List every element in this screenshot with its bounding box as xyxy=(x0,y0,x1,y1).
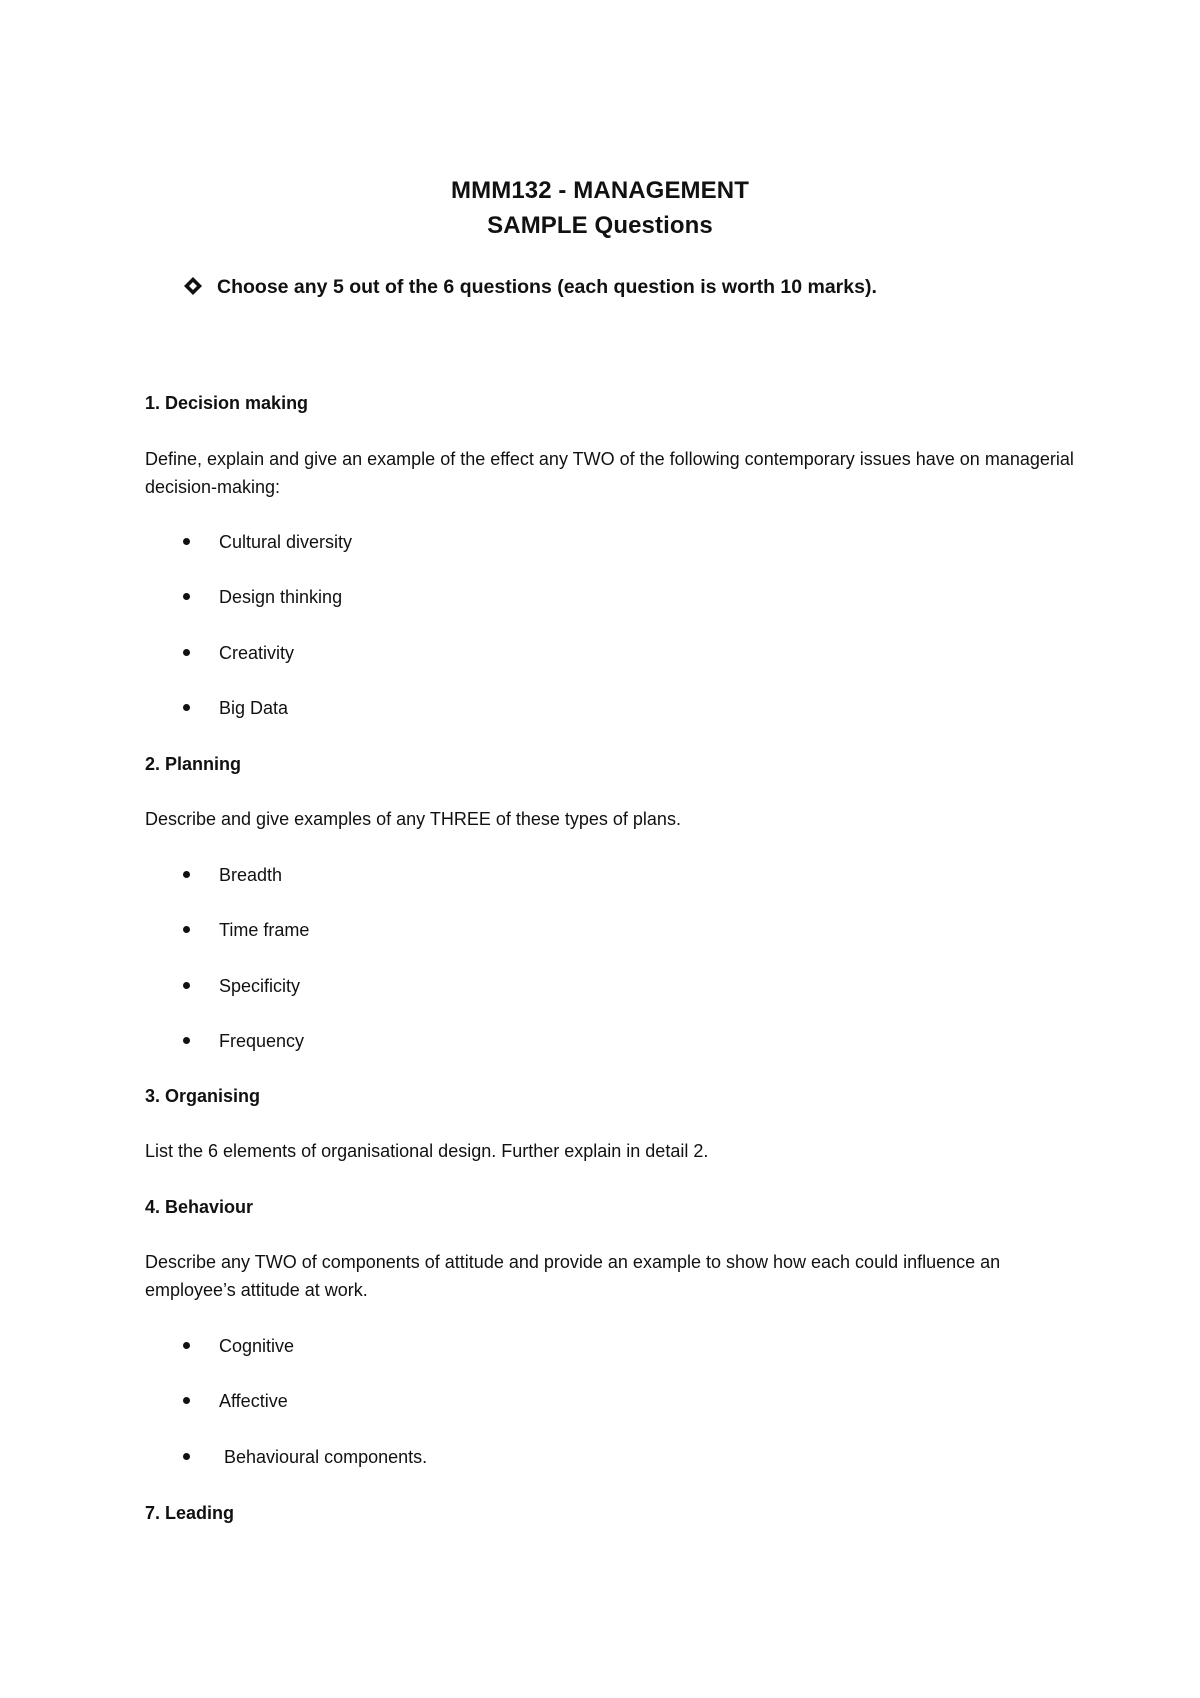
instruction xyxy=(183,274,877,300)
list-item: Design thinking xyxy=(183,585,342,609)
question-3-text: List the 6 elements of organisational design. Further explain in detail 2. xyxy=(145,1141,709,1161)
question-1-heading: 1. Decision making xyxy=(145,393,309,413)
round-bullet-icon xyxy=(183,593,190,600)
question-3-heading: 3. Organising xyxy=(145,1086,261,1106)
round-bullet-icon xyxy=(183,538,190,545)
round-bullet-icon xyxy=(183,1397,190,1404)
round-bullet-icon xyxy=(183,1342,190,1349)
round-bullet-icon xyxy=(183,1453,190,1460)
question-4-text: Describe any TWO of components of attitude and provide an example to show how each could influence an employee’s attitude at work. xyxy=(145,1252,1001,1300)
list-item: Frequency xyxy=(183,1029,304,1053)
question-1-text: Define, explain and give an example of the effect any TWO of the following contemporary issues have on managerial decision-making: xyxy=(145,449,1074,497)
question-2-heading: 2. Planning xyxy=(145,754,242,774)
round-bullet-icon xyxy=(183,982,190,989)
document-subtitle: SAMPLE Questions xyxy=(487,212,713,239)
round-bullet-icon xyxy=(183,926,190,933)
round-bullet-icon xyxy=(183,649,190,656)
list-item: Creativity xyxy=(183,641,294,665)
list-item: Cultural diversity xyxy=(183,530,352,554)
round-bullet-icon xyxy=(183,1037,190,1044)
instruction-text: Choose any 5 out of the 6 questions (each question is worth 10 marks). xyxy=(217,276,877,298)
question-4-heading: 4. Behaviour xyxy=(145,1197,254,1217)
list-item: Breadth xyxy=(183,863,282,887)
diamond-bullet-icon xyxy=(183,276,203,296)
list-item: Cognitive xyxy=(183,1334,294,1358)
list-item: Specificity xyxy=(183,974,300,998)
round-bullet-icon xyxy=(183,704,190,711)
list-item: Affective xyxy=(183,1389,288,1413)
list-item: Time frame xyxy=(183,918,309,942)
question-7-heading: 7. Leading xyxy=(145,1503,235,1523)
list-item: Big Data xyxy=(183,696,288,720)
list-item: Behavioural components. xyxy=(183,1445,427,1469)
document-title: MMM132 - MANAGEMENT xyxy=(451,177,749,204)
question-2-text: Describe and give examples of any THREE of these types of plans. xyxy=(145,809,681,829)
round-bullet-icon xyxy=(183,871,190,878)
